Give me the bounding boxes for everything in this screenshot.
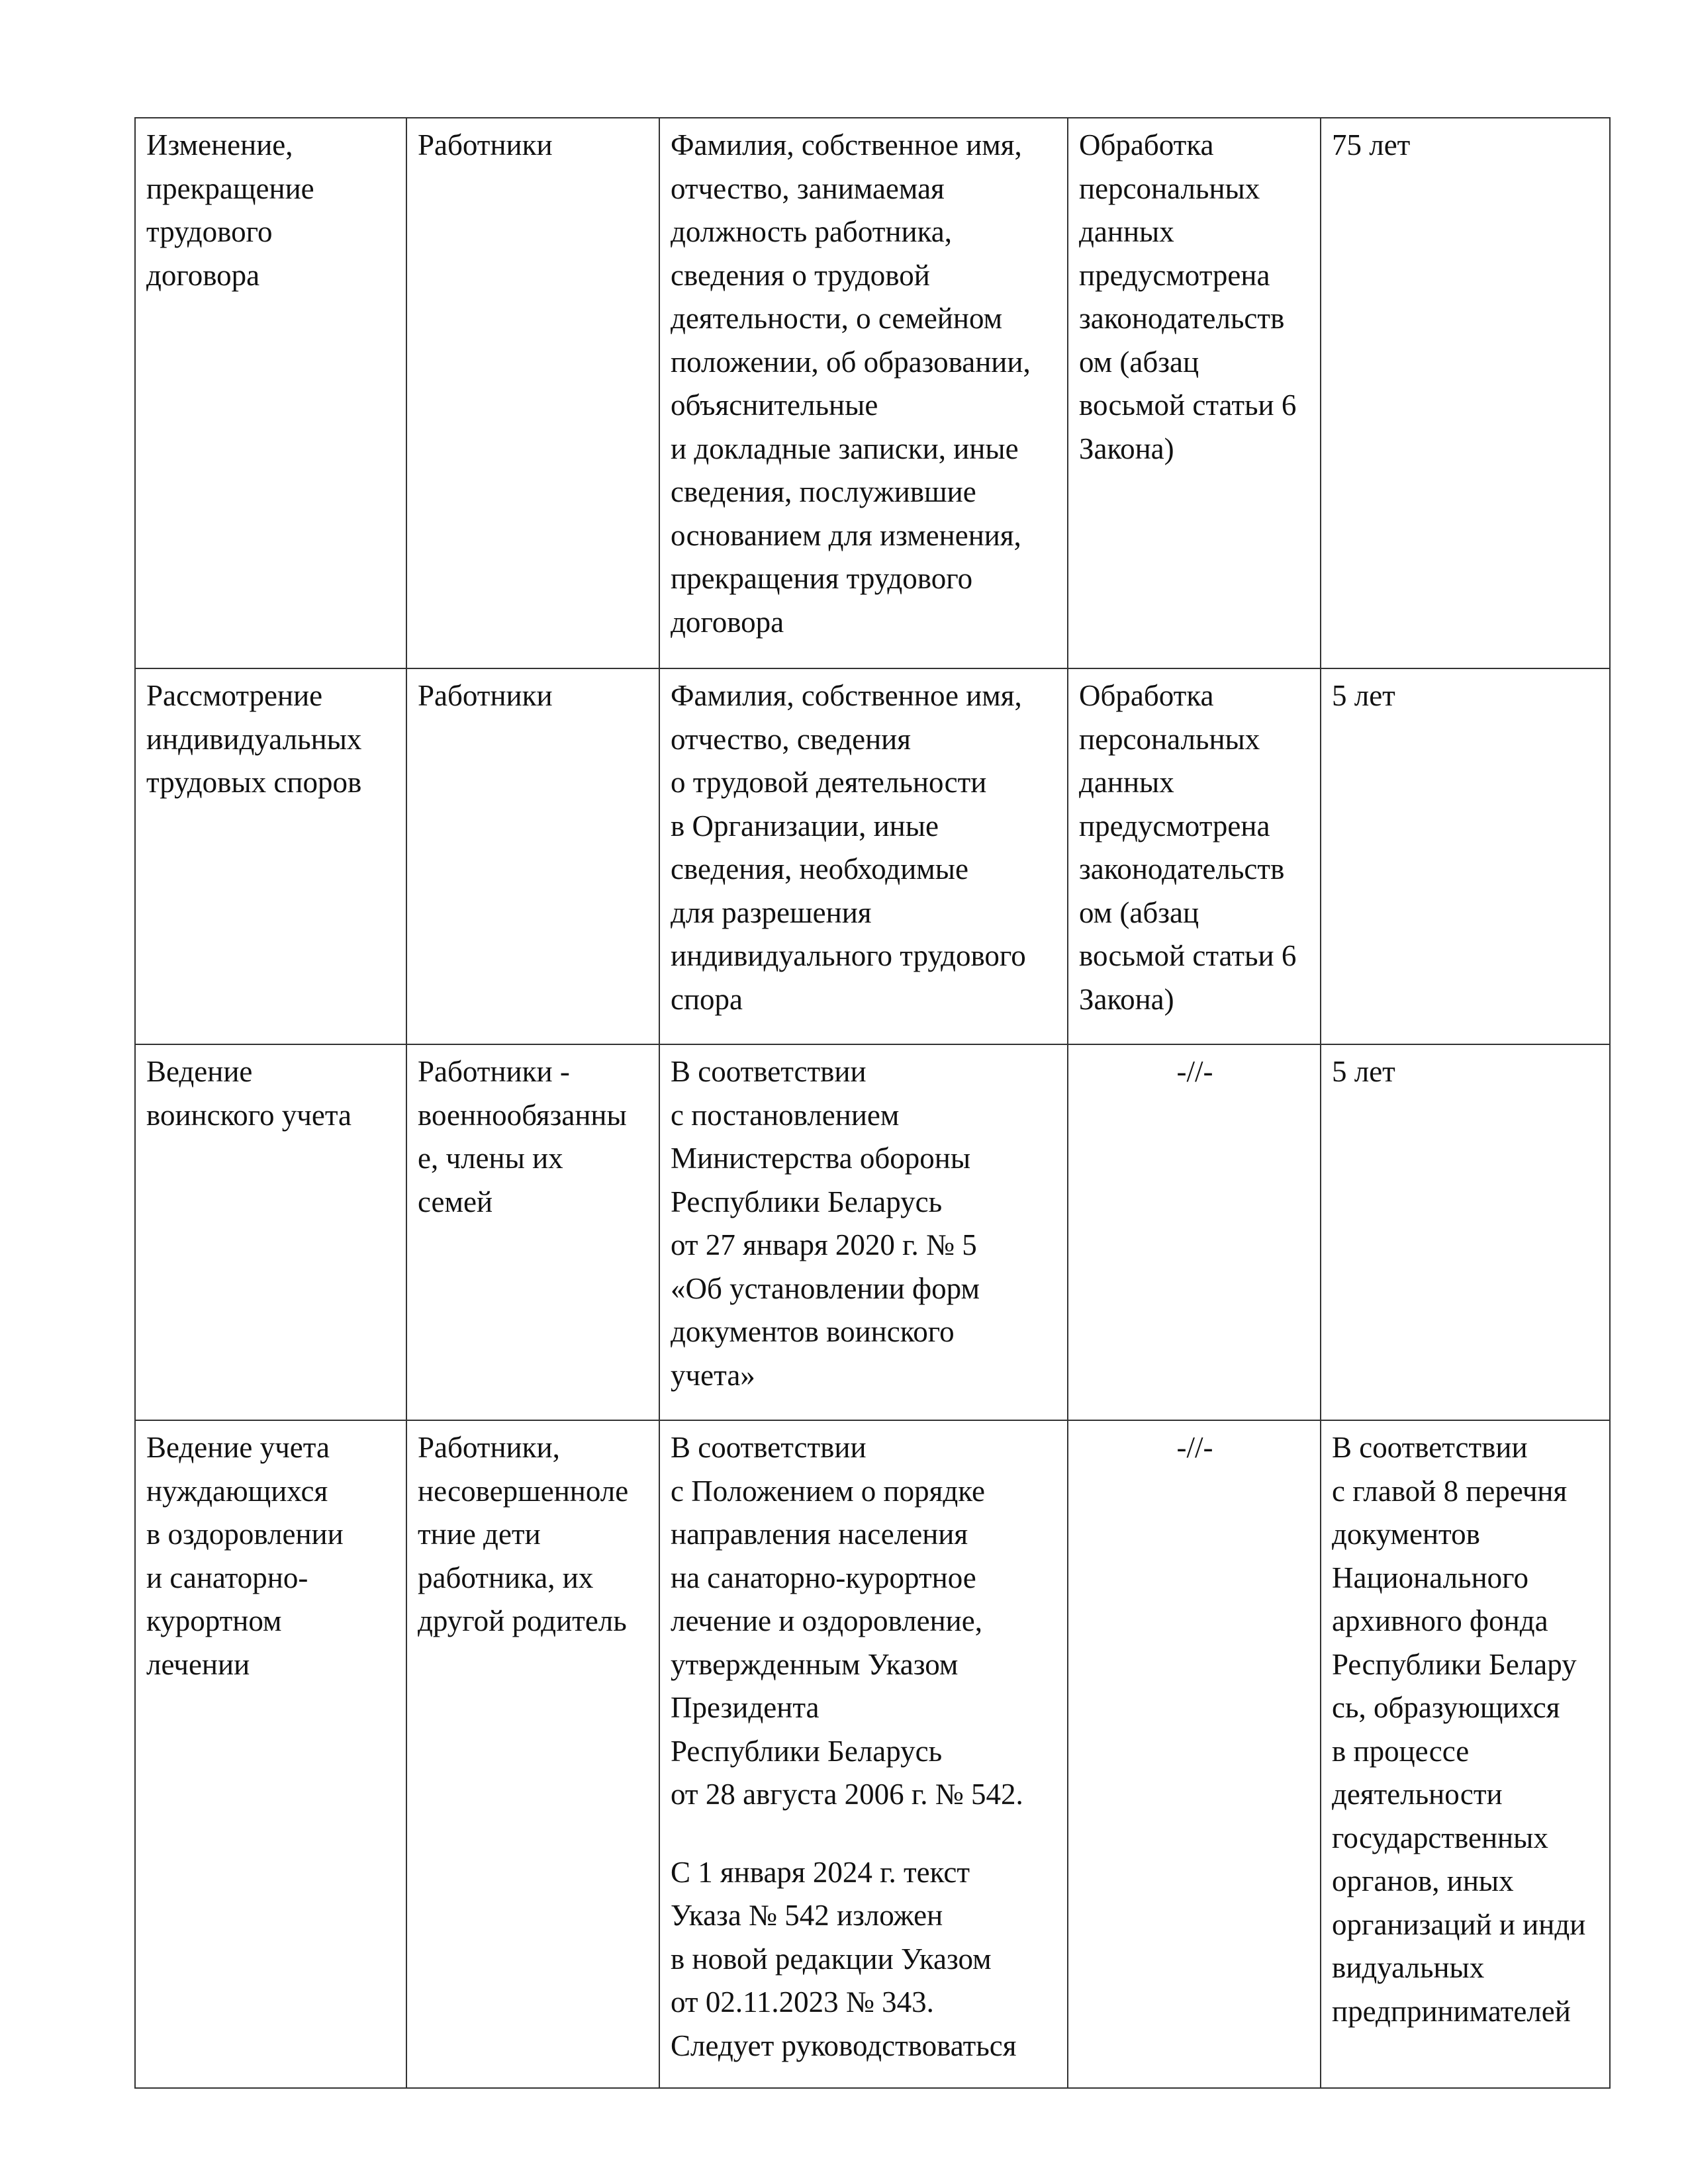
subjects-cell: Работники [406,668,659,1044]
table-row [135,668,1610,1044]
legal-basis-cell: -//- [1068,1044,1321,1420]
data-list-cell: Фамилия, собственное имя, отчество, сведения о трудовой деятельности в Организации, иные сведения, необходимые для разрешения индивидуального трудового спора [659,668,1068,1044]
retention-cell: 5 лет [1321,668,1610,1044]
personal-data-table [134,117,1611,2089]
purpose-cell: Ведение воинского учета [135,1044,406,1420]
retention-cell: 5 лет [1321,1044,1610,1420]
data-list-cell: В соответствии с Положением о порядке направления населения на санаторно-курортное лечение и оздоровление, утвержденным Указом Президента Республики Беларусь от 28 августа 2006 г. № 542. С 1 января 2024 г. текст Указа № 542 изложен в новой редакции Указом от 02.11.2023 № 343. Следует руководствоваться [659,1420,1068,2088]
table-row [135,1420,1610,2088]
table-row [135,118,1610,668]
data-list-cell: В соответствии с постановлением Министерства обороны Республики Беларусь от 27 января 2020 г. № 5 «Об установлении форм документов воинского учета» [659,1044,1068,1420]
purpose-cell: Рассмотрение индивидуальных трудовых споров [135,668,406,1044]
legal-basis-cell: Обработка персональных данных предусмотрена законодательств ом (абзац восьмой статьи 6 Закона) [1068,668,1321,1044]
data-list-cell: Фамилия, собственное имя, отчество, занимаемая должность работника, сведения о трудовой деятельности, о семейном положении, об образовании, объяснительные и докладные записки, иные сведения, послужившие основанием для изменения, прекращения трудового договора [659,118,1068,668]
paragraph-gap [671,1817,1058,1851]
subjects-cell: Работники, несовершенноле тние дети работника, их другой родитель [406,1420,659,2088]
subjects-cell: Работники - военнообязанны е, члены их семей [406,1044,659,1420]
table-row [135,1044,1610,1420]
purpose-cell: Изменение, прекращение трудового договора [135,118,406,668]
legal-basis-cell: -//- [1068,1420,1321,2088]
purpose-cell: Ведение учета нуждающихся в оздоровлении и санаторно- курортном лечении [135,1420,406,2088]
legal-basis-cell: Обработка персональных данных предусмотрена законодательств ом (абзац восьмой статьи 6 Закона) [1068,118,1321,668]
retention-cell: В соответствии с главой 8 перечня документов Национального архивного фонда Республики Белару сь, образующихся в процессе деятельности государственных органов, иных организаций и инди видуальных предпринимателей [1321,1420,1610,2088]
subjects-cell: Работники [406,118,659,668]
retention-cell: 75 лет [1321,118,1610,668]
